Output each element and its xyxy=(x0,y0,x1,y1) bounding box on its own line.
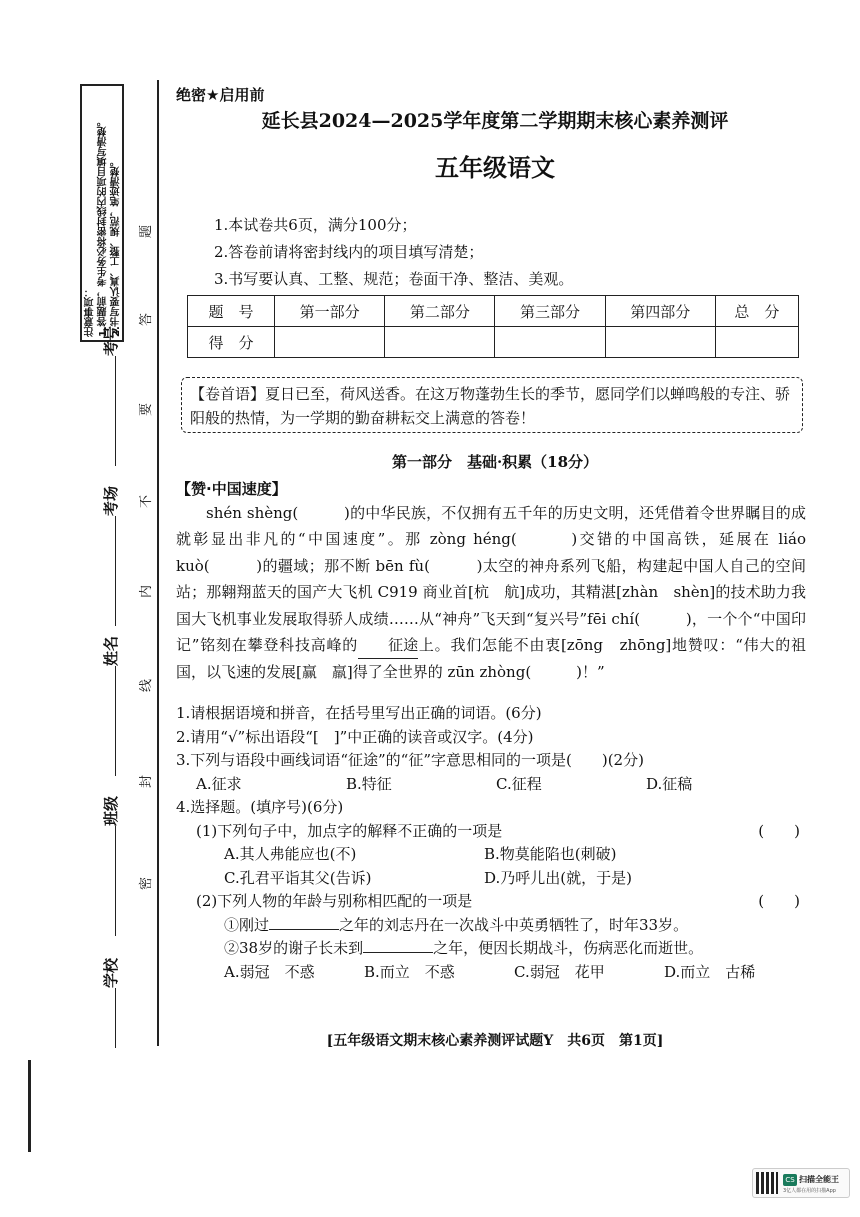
question-4-2-line-2: ②38岁的谢子长未到 之年，便因长期战斗，伤病恶化而逝世。 xyxy=(224,939,704,957)
option[interactable]: A.征求 xyxy=(196,774,242,793)
table-header: 第四部分 xyxy=(605,296,715,327)
qr-code-icon xyxy=(756,1172,778,1194)
table-header: 第一部分 xyxy=(275,296,385,327)
school-field[interactable]: 学校 xyxy=(100,958,121,1052)
notice-item-2: 2.书写要认真、工整、规范，笔迹清楚。 xyxy=(111,156,122,337)
question-4-1-options xyxy=(176,867,806,891)
name-field[interactable]: 姓名 xyxy=(100,636,121,780)
preface-box: 【卷首语】夏日已至，荷风送香。在这万物蓬勃生长的季节，愿同学们以蝉鸣般的专注、骄阳般的热情，为一学期的勤奋耕耘交上满意的答卷！ xyxy=(181,377,803,433)
seal-char: 密 xyxy=(139,876,155,891)
answer-paren[interactable]: ( ) xyxy=(758,821,800,840)
score-cell[interactable] xyxy=(605,327,715,358)
score-cell[interactable] xyxy=(495,327,605,358)
rule-item: 3.书写要认真、工整、规范；卷面干净、整洁、美观。 xyxy=(214,270,574,288)
option[interactable]: B.特征 xyxy=(346,774,392,793)
table-header: 第二部分 xyxy=(385,296,495,327)
option[interactable]: A.其人弗能应也(不) xyxy=(224,845,357,863)
option[interactable]: C.孔君平诣其父(告诉) xyxy=(224,868,372,887)
scanner-name: 扫描全能王 xyxy=(799,1175,839,1184)
seal-char: 线 xyxy=(139,678,155,693)
question-3-options xyxy=(176,773,806,797)
passage-text: shén shèng( )的中华民族，不仅拥有五千年的历史文明，还凭借着令世界瞩目的成就彰显出非凡的“中国速度”。那 zòng héng( )交错的中国高铁，延展在 liáo kuò( )的疆域；那不断 bēn fù( )太空的神舟系列飞船，构建起中国人自己的空间站；那翱翔蓝天的国产大飞机 C919 商业首[杭 航]成功，其精湛[zhàn shèn]的技术助力我国大飞机事业发展取得骄人成绩……从“神舟”飞天到“复兴号”fēi chí( )，一个个“中国印记”铭刻在攀登科技高峰的 xyxy=(176,504,806,655)
exam-room-field[interactable]: 考场 xyxy=(100,486,121,630)
option[interactable]: D.乃呼儿出(就，于是) xyxy=(484,868,632,887)
question-4-1: (1)下列句子中，加点字的解释不正确的一项是 ( ) xyxy=(176,820,806,844)
class-field[interactable]: 班级 xyxy=(100,796,121,940)
exam-number-field[interactable]: 考号 xyxy=(100,326,121,470)
seal-char: 答 xyxy=(139,312,155,327)
edge-mark xyxy=(28,1060,31,1152)
scanner-logo: CS xyxy=(783,1174,797,1186)
score-cell[interactable] xyxy=(275,327,385,358)
answer-paren[interactable]: ( ) xyxy=(758,892,800,910)
seal-line xyxy=(157,80,159,1046)
question-4-2-line-1: ①刚过 之年的刘志丹在一次战斗中英勇牺牲了，时年33岁。 xyxy=(224,915,689,934)
passage-text: 上。我们怎能不由衷[zōng zhōng]地赞叹：“伟大的祖国，以飞速的发展[赢 羸]得了全世界的 zūn zhòng( )！” xyxy=(176,636,807,682)
page-footer: [五年级语文期末核心素养测评试题Y 共6页 第1页] xyxy=(326,1033,664,1049)
row-label: 得 分 xyxy=(188,327,275,358)
fill-blank[interactable] xyxy=(269,929,339,930)
seal-char: 内 xyxy=(139,584,155,599)
binding-margin xyxy=(0,0,160,1217)
question-3: 3.下列与语段中画线词语“征途”的“征”字意思相同的一项是( )(2分) xyxy=(176,751,644,769)
part1-title: 第一部分 基础·积累（18分） xyxy=(391,453,599,471)
question-4-2-options xyxy=(176,961,806,985)
option[interactable]: D.而立 古稀 xyxy=(664,962,756,981)
scanner-sub: 3亿人都在用的扫描App xyxy=(783,1188,836,1194)
reading-passage xyxy=(176,500,806,686)
table-row xyxy=(188,296,799,327)
underlined-word: 征途 xyxy=(358,632,418,659)
question-4: 4.选择题。(填序号)(6分) xyxy=(176,798,344,816)
option[interactable]: C.弱冠 花甲 xyxy=(514,962,605,981)
score-cell[interactable] xyxy=(385,327,495,358)
question-1: 1.请根据语境和拼音，在括号里写出正确的词语。(6分) xyxy=(176,704,542,722)
seal-char: 要 xyxy=(139,402,155,417)
questions xyxy=(176,702,806,984)
option[interactable]: B.物莫能陷也(刺破) xyxy=(484,845,617,863)
option[interactable]: D.征稿 xyxy=(646,774,693,793)
score-cell[interactable] xyxy=(715,327,798,358)
notice-box xyxy=(80,84,124,342)
secret-label: 绝密★启用前 xyxy=(176,86,265,104)
table-header: 总 分 xyxy=(715,296,798,327)
score-table xyxy=(187,295,799,358)
table-header: 题 号 xyxy=(188,296,275,327)
question-4-2: (2)下列人物的年龄与别称相匹配的一项是 ( ) xyxy=(176,890,806,914)
seal-char: 不 xyxy=(139,494,155,509)
option[interactable]: A.弱冠 不惑 xyxy=(224,962,315,981)
rule-item: 2.答卷前请将密封线内的项目填写清楚； xyxy=(214,243,484,261)
question-2: 2.请用“√”标出语段“[ ]”中正确的读音或汉字。(4分) xyxy=(176,727,534,746)
table-row xyxy=(188,327,799,358)
section-label: 【赞·中国速度】 xyxy=(176,480,287,498)
page-title: 延长县2024—2025学年度第二学期期末核心素养测评 xyxy=(261,110,729,132)
option[interactable]: C.征程 xyxy=(496,774,542,793)
notice-title: 注意事项： xyxy=(85,287,96,337)
question-4-1-options xyxy=(176,843,806,867)
rule-item: 1.本试卷共6页，满分100分； xyxy=(214,216,417,234)
notice-item-1: 1.答题前，考生务必将密封线内的项目填写清楚。 xyxy=(98,116,109,337)
seal-char: 封 xyxy=(139,774,155,789)
table-header: 第三部分 xyxy=(495,296,605,327)
fill-blank[interactable] xyxy=(363,952,433,953)
page-subtitle: 五年级语文 xyxy=(435,154,555,182)
exam-rules xyxy=(214,212,573,293)
scanner-watermark xyxy=(752,1168,850,1198)
seal-char: 题 xyxy=(139,224,155,239)
option[interactable]: B.而立 不惑 xyxy=(364,962,455,981)
